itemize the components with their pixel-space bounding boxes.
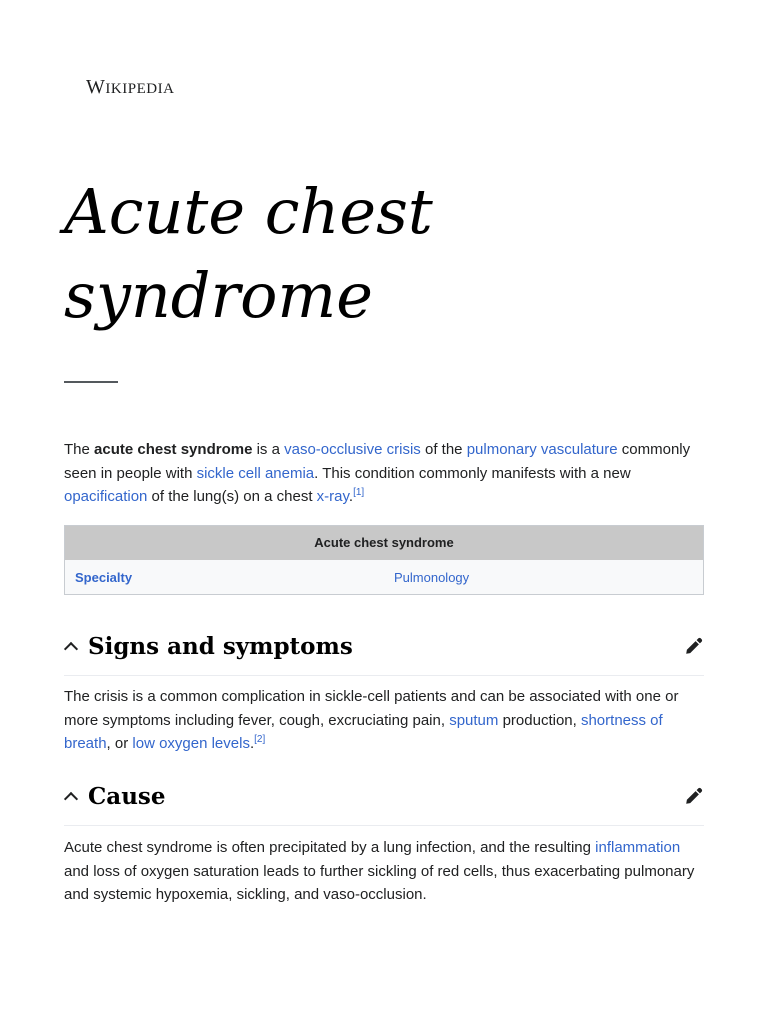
infobox — [64, 525, 704, 595]
chevron-up-icon[interactable] — [64, 642, 78, 656]
link-sickle-cell-anemia[interactable]: sickle cell anemia — [196, 464, 315, 482]
link-opacification[interactable]: opacification — [64, 488, 148, 505]
infobox-label-specialty[interactable]: Specialty — [75, 570, 133, 585]
link-x-ray[interactable]: x-ray — [316, 488, 349, 505]
wikipedia-logo[interactable] — [86, 76, 174, 99]
text-fragment: production, — [498, 711, 581, 729]
logo-letter: D — [146, 81, 158, 97]
text-fragment: . This condition commonly manifests with a new — [314, 464, 631, 482]
logo-letter: I — [157, 81, 164, 97]
signs-paragraph — [64, 685, 706, 756]
text-fragment: . — [348, 488, 354, 505]
infobox-row-specialty — [65, 560, 703, 595]
pencil-icon[interactable] — [684, 636, 704, 656]
text-fragment: commonly seen in people with — [64, 441, 691, 482]
section-title-signs: Signs and symptoms — [88, 633, 353, 660]
text-fragment: The crisis is a common complication in sickle-cell patients and can be associated with one or more symptoms including fever, cough, excruciating pain, — [64, 688, 679, 729]
section-heading-signs[interactable] — [64, 630, 704, 676]
link-sputum[interactable]: sputum — [449, 711, 499, 729]
logo-letter: E — [136, 81, 147, 97]
section-title-cause: Cause — [88, 783, 166, 810]
reference-link-2[interactable]: [2] — [254, 734, 266, 745]
link-pulmonary-vasculature[interactable]: pulmonary vasculature — [466, 441, 618, 458]
logo-text — [86, 76, 174, 98]
text-fragment: and loss of oxygen saturation leads to further sickling of red cells, thus exacerbating pulmonary and systemic hypoxemia, sickling, and vaso-occlusion. — [64, 862, 695, 903]
link-inflammation[interactable]: inflammation — [595, 839, 681, 856]
section-heading-cause[interactable] — [64, 780, 704, 826]
reference-link-1[interactable]: [1] — [353, 487, 365, 498]
text-fragment: Acute chest syndrome is often precipitated by a lung infection, and the resulting — [64, 839, 596, 856]
link-shortness-of-breath[interactable]: shortness of breath — [64, 711, 663, 752]
intro-paragraph — [64, 438, 706, 509]
cause-paragraph — [64, 836, 706, 907]
infobox-value-specialty[interactable]: Pulmonology — [394, 570, 470, 585]
text-fragment: is a — [252, 441, 285, 458]
bold-term: acute chest syndrome — [94, 441, 253, 458]
logo-letter: A — [163, 81, 175, 97]
link-vaso-occlusive-crisis[interactable]: vaso-occlusive crisis — [284, 441, 421, 458]
logo-letter: W — [86, 76, 106, 98]
infobox-title: Acute chest syndrome — [65, 526, 703, 560]
logo-letter: K — [110, 81, 123, 97]
text-fragment: , or — [106, 735, 133, 752]
logo-letter: I — [105, 81, 111, 97]
title-divider — [64, 381, 118, 383]
text-fragment: of the — [420, 441, 467, 458]
logo-letter: I — [122, 81, 128, 97]
text-fragment: . — [249, 735, 255, 752]
page-title: Acute chest syndrome — [64, 175, 433, 332]
logo-letter: P — [127, 81, 137, 97]
chevron-up-icon[interactable] — [64, 792, 78, 806]
pencil-icon[interactable] — [684, 786, 704, 806]
link-low-oxygen-levels[interactable]: low oxygen levels — [132, 735, 250, 752]
text-fragment: of the lung(s) on a chest — [147, 488, 317, 505]
text-fragment: The — [64, 441, 95, 458]
